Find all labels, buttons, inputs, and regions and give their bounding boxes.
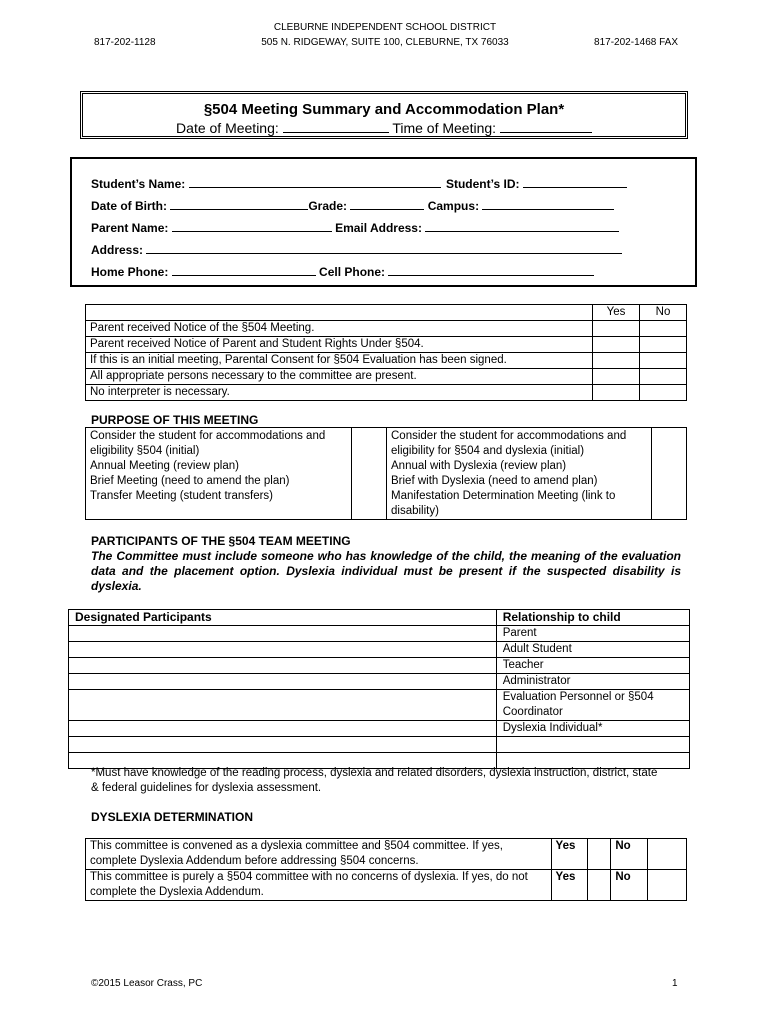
- dyslexia-table: [85, 838, 687, 901]
- cell-phone-field[interactable]: [388, 264, 594, 276]
- table-row: [86, 839, 687, 870]
- table-row: [86, 369, 687, 385]
- participant-name-cell[interactable]: [69, 642, 497, 658]
- table-row: [86, 321, 687, 337]
- participant-name-cell[interactable]: [69, 658, 497, 674]
- participant-name-cell[interactable]: [69, 626, 497, 642]
- no-label: No: [611, 870, 648, 901]
- participant-name-cell[interactable]: [69, 721, 497, 737]
- yes-checkbox[interactable]: [588, 839, 611, 870]
- address-field[interactable]: [146, 242, 622, 254]
- table-row: [86, 305, 687, 321]
- page-title: §504 Meeting Summary and Accommodation Plan*: [203, 101, 565, 118]
- notice-item: Parent received Notice of the §504 Meeting.: [86, 321, 593, 337]
- participant-name-cell[interactable]: [69, 674, 497, 690]
- student-info-box: [70, 157, 697, 287]
- table-row: [69, 721, 690, 737]
- participants-table: [68, 609, 690, 769]
- student-id-field[interactable]: [523, 176, 627, 188]
- purpose-option: Consider the student for accommodations and eligibility for §504 and dyslexia (initial): [391, 430, 627, 457]
- table-row: [69, 610, 690, 626]
- campus-field[interactable]: [482, 198, 614, 210]
- no-checkbox[interactable]: [648, 839, 687, 870]
- yes-checkbox[interactable]: [593, 385, 640, 401]
- phone-line: [91, 264, 594, 279]
- cell-phone-label: Cell Phone:: [319, 265, 386, 279]
- no-checkbox[interactable]: [640, 369, 687, 385]
- home-phone-label: Home Phone:: [91, 265, 169, 279]
- parent-name-field[interactable]: [172, 220, 332, 232]
- relationship-cell: Adult Student: [496, 642, 689, 658]
- table-row: [86, 870, 687, 901]
- purpose-option: Consider the student for accommodations and eligibility §504 (initial): [90, 430, 326, 457]
- dob-line: [91, 198, 614, 213]
- table-row: [69, 642, 690, 658]
- table-row: [69, 626, 690, 642]
- table-row: [69, 658, 690, 674]
- no-checkbox[interactable]: [640, 321, 687, 337]
- yes-checkbox[interactable]: [593, 321, 640, 337]
- home-phone-field[interactable]: [172, 264, 316, 276]
- no-checkbox[interactable]: [640, 337, 687, 353]
- purpose-option: Brief Meeting (need to amend the plan): [90, 475, 290, 487]
- table-row: [86, 385, 687, 401]
- address-label: Address:: [91, 243, 144, 257]
- table-row: [69, 674, 690, 690]
- relationship-cell: Dyslexia Individual*: [496, 721, 689, 737]
- dob-field[interactable]: [170, 198, 308, 210]
- email-field[interactable]: [425, 220, 619, 232]
- no-header: No: [640, 305, 687, 321]
- no-checkbox[interactable]: [640, 385, 687, 401]
- meeting-time-field[interactable]: [500, 121, 592, 133]
- participants-footnote: *Must have knowledge of the reading process, dyslexia and related disorders, dyslexia instruction, district, state & federal guidelines for dyslexia assessment.: [91, 767, 658, 794]
- student-name-line: [91, 176, 627, 191]
- relationship-cell: Parent: [496, 626, 689, 642]
- purpose-right-column: [387, 428, 652, 520]
- dyslexia-title: DYSLEXIA DETERMINATION: [91, 810, 254, 824]
- purpose-title: PURPOSE OF THIS MEETING: [91, 413, 259, 427]
- student-name-field[interactable]: [189, 176, 441, 188]
- purpose-option: Annual with Dyslexia (review plan): [391, 460, 567, 472]
- parent-name-label: Parent Name:: [91, 221, 169, 235]
- dyslexia-statement: This committee is convened as a dyslexia committee and §504 committee. If yes, complete Dyslexia Addendum before addressing §504 concerns.: [86, 839, 552, 870]
- meeting-date-time-line: [83, 120, 685, 136]
- address-line: [91, 242, 622, 257]
- student-name-label: Student’s Name:: [91, 177, 186, 191]
- meeting-date-field[interactable]: [283, 121, 389, 133]
- table-row: [69, 690, 690, 721]
- relationship-cell[interactable]: [496, 737, 689, 753]
- no-checkbox[interactable]: [648, 870, 687, 901]
- student-id-label: Student’s ID:: [445, 177, 520, 191]
- table-row: [86, 337, 687, 353]
- notice-checklist-table: [85, 304, 687, 401]
- participant-name-cell[interactable]: [69, 690, 497, 721]
- participants-note: The Committee must include someone who has knowledge of the child, the meaning of the evaluation data and the placement option. Dyslexia individual must be present if the suspected disability is dyslexia.: [91, 549, 681, 593]
- table-row: [69, 737, 690, 753]
- time-label: Time of Meeting:: [392, 120, 497, 136]
- relationship-cell: Administrator: [496, 674, 689, 690]
- date-label: Date of Meeting:: [176, 120, 279, 136]
- grade-field[interactable]: [350, 198, 424, 210]
- campus-label: Campus:: [427, 199, 480, 213]
- page-number: 1: [672, 978, 678, 989]
- purpose-option: Brief with Dyslexia (need to amend plan): [391, 475, 598, 487]
- notice-item: No interpreter is necessary.: [86, 385, 593, 401]
- yes-header: Yes: [593, 305, 640, 321]
- yes-checkbox[interactable]: [593, 353, 640, 369]
- district-name: CLEBURNE INDEPENDENT SCHOOL DISTRICT: [273, 22, 497, 33]
- district-address: 505 N. RIDGEWAY, SUITE 100, CLEBURNE, TX 76033: [261, 37, 509, 48]
- designated-participants-header: Designated Participants: [69, 610, 497, 626]
- purpose-table: [85, 427, 687, 520]
- no-checkbox[interactable]: [640, 353, 687, 369]
- yes-checkbox[interactable]: [588, 870, 611, 901]
- grade-label: Grade:: [308, 199, 348, 213]
- purpose-right-checkbox[interactable]: [651, 428, 686, 520]
- participants-title: PARTICIPANTS OF THE §504 TEAM MEETING: [91, 534, 351, 548]
- email-label: Email Address:: [335, 221, 422, 235]
- yes-label: Yes: [551, 870, 588, 901]
- purpose-left-column: [86, 428, 352, 520]
- purpose-option: Annual Meeting (review plan): [90, 460, 239, 472]
- parent-line: [91, 220, 619, 235]
- purpose-option: Transfer Meeting (student transfers): [90, 490, 274, 502]
- notice-item: Parent received Notice of Parent and Student Rights Under §504.: [86, 337, 593, 353]
- title-box: [80, 91, 688, 139]
- dyslexia-statement: This committee is purely a §504 committee with no concerns of dyslexia. If yes, do not complete the Dyslexia Addendum.: [86, 870, 552, 901]
- relationship-cell: Teacher: [496, 658, 689, 674]
- yes-checkbox[interactable]: [593, 369, 640, 385]
- no-label: No: [611, 839, 648, 870]
- notice-item: If this is an initial meeting, Parental Consent for §504 Evaluation has been signed.: [86, 353, 593, 369]
- relationship-cell: Evaluation Personnel or §504 Coordinator: [496, 690, 689, 721]
- purpose-option: Manifestation Determination Meeting (link to disability): [391, 490, 616, 517]
- participant-name-cell[interactable]: [69, 737, 497, 753]
- district-phone: 817-202-1128: [94, 37, 156, 48]
- table-row: [86, 353, 687, 369]
- copyright: ©2015 Leasor Crass, PC: [91, 978, 203, 989]
- district-fax: 817-202-1468 FAX: [594, 37, 678, 48]
- yes-checkbox[interactable]: [593, 337, 640, 353]
- notice-item: All appropriate persons necessary to the committee are present.: [86, 369, 593, 385]
- yes-label: Yes: [551, 839, 588, 870]
- purpose-left-checkbox[interactable]: [351, 428, 386, 520]
- relationship-header: Relationship to child: [496, 610, 689, 626]
- dob-label: Date of Birth:: [91, 199, 167, 213]
